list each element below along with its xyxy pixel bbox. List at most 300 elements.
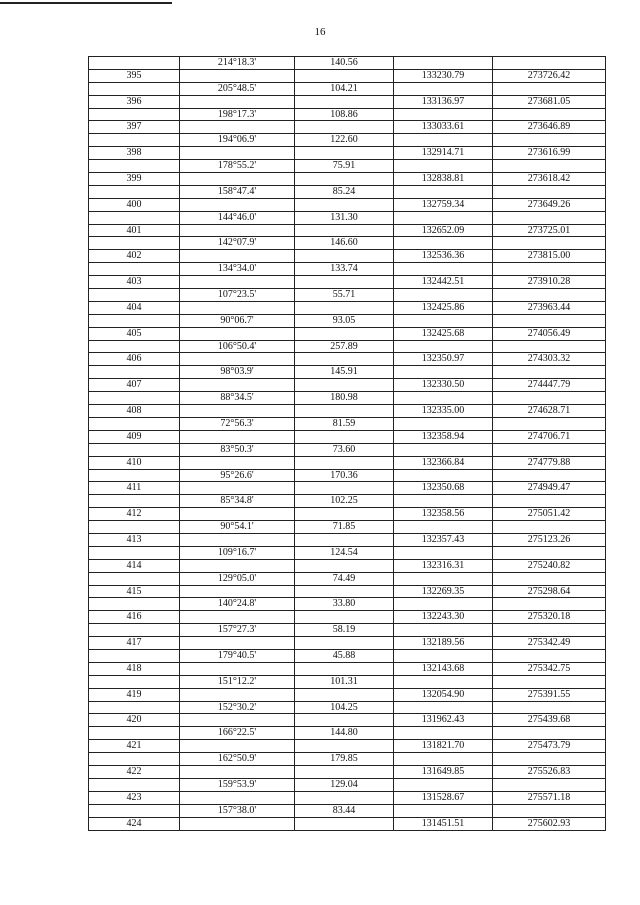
x-cell-blank bbox=[394, 418, 492, 431]
table-row bbox=[89, 57, 606, 831]
angle-cell: 90°54.1' bbox=[180, 521, 294, 534]
distance-cell: 131.30 bbox=[295, 212, 393, 225]
point-cell: 410 bbox=[89, 457, 179, 470]
angle-cell: 90°06.7' bbox=[180, 315, 294, 328]
x-cell: 132759.34 bbox=[394, 199, 492, 212]
distance-cell: 180.98 bbox=[295, 392, 393, 405]
distance-cell: 101.31 bbox=[295, 676, 393, 689]
point-cell: 411 bbox=[89, 482, 179, 495]
distance-cell-blank bbox=[295, 560, 393, 573]
point-cell: 407 bbox=[89, 379, 179, 392]
y-cell: 273681.05 bbox=[493, 96, 605, 109]
distance-cell-blank bbox=[295, 534, 393, 547]
distance-cell-blank bbox=[295, 792, 393, 805]
x-cell-blank bbox=[394, 521, 492, 534]
angle-cell: 152°30.2' bbox=[180, 702, 294, 715]
angle-cell-blank bbox=[180, 405, 294, 418]
distance-cell-blank bbox=[295, 199, 393, 212]
y-cell-blank bbox=[493, 341, 605, 354]
x-cell: 133230.79 bbox=[394, 70, 492, 83]
angle-cell-blank bbox=[180, 173, 294, 186]
y-cell: 273616.99 bbox=[493, 147, 605, 160]
y-cell-blank bbox=[493, 676, 605, 689]
x-cell-blank bbox=[394, 109, 492, 122]
x-cell: 132914.71 bbox=[394, 147, 492, 160]
distance-cell: 170.36 bbox=[295, 470, 393, 483]
distance-cell: 71.85 bbox=[295, 521, 393, 534]
y-cell: 273646.89 bbox=[493, 121, 605, 134]
y-cell-blank bbox=[493, 263, 605, 276]
y-cell: 275571.18 bbox=[493, 792, 605, 805]
y-cell-blank bbox=[493, 212, 605, 225]
angle-cell: 106°50.4' bbox=[180, 341, 294, 354]
point-cell-blank bbox=[89, 366, 179, 379]
y-cell-blank bbox=[493, 186, 605, 199]
y-cell: 273618.42 bbox=[493, 173, 605, 186]
angle-cell: 151°12.2' bbox=[180, 676, 294, 689]
x-cell-blank bbox=[394, 341, 492, 354]
angle-cell-blank bbox=[180, 199, 294, 212]
point-cell: 404 bbox=[89, 302, 179, 315]
x-cell-blank bbox=[394, 676, 492, 689]
x-cell-blank bbox=[394, 470, 492, 483]
point-cell-blank bbox=[89, 624, 179, 637]
x-cell: 132358.56 bbox=[394, 508, 492, 521]
x-cell-blank bbox=[394, 650, 492, 663]
distance-cell: 179.85 bbox=[295, 753, 393, 766]
distance-cell-blank bbox=[295, 250, 393, 263]
distance-cell-blank bbox=[295, 147, 393, 160]
distance-cell: 73.60 bbox=[295, 444, 393, 457]
y-cell: 274779.88 bbox=[493, 457, 605, 470]
distance-cell: 55.71 bbox=[295, 289, 393, 302]
angle-cell: 109°16.7' bbox=[180, 547, 294, 560]
point-cell-blank bbox=[89, 341, 179, 354]
distance-cell-blank bbox=[295, 818, 393, 831]
x-cell-blank bbox=[394, 573, 492, 586]
x-cell: 132366.84 bbox=[394, 457, 492, 470]
x-cell: 131451.51 bbox=[421, 817, 465, 829]
angle-cell: 205°48.5' bbox=[180, 83, 294, 96]
angle-cell-blank bbox=[180, 560, 294, 573]
angle-cell: 214°18.3' bbox=[180, 57, 294, 70]
point-cell: 399 bbox=[89, 173, 179, 186]
y-cell-blank bbox=[493, 315, 605, 328]
point-cell: 409 bbox=[89, 431, 179, 444]
point-cell: 398 bbox=[89, 147, 179, 160]
y-cell-blank bbox=[493, 83, 605, 96]
x-cell-blank bbox=[394, 57, 492, 70]
point-cell: 416 bbox=[89, 611, 179, 624]
distance-cell-blank bbox=[295, 457, 393, 470]
angle-cell: 144°46.0' bbox=[180, 212, 294, 225]
x-cell-blank bbox=[394, 392, 492, 405]
x-cell: 133136.97 bbox=[394, 96, 492, 109]
point-cell-blank bbox=[89, 727, 179, 740]
point-cell: 423 bbox=[89, 792, 179, 805]
y-cell-blank bbox=[493, 134, 605, 147]
distance-cell: 108.86 bbox=[295, 109, 393, 122]
x-cell-blank bbox=[394, 547, 492, 560]
angle-cell: 157°27.3' bbox=[180, 624, 294, 637]
x-cell-blank bbox=[394, 160, 492, 173]
y-cell: 275391.55 bbox=[493, 689, 605, 702]
y-cell-blank bbox=[493, 289, 605, 302]
point-cell: 396 bbox=[89, 96, 179, 109]
angle-cell-blank bbox=[180, 714, 294, 727]
point-cell-blank bbox=[89, 289, 179, 302]
x-cell-blank bbox=[394, 598, 492, 611]
point-cell-blank bbox=[89, 470, 179, 483]
angle-cell-blank bbox=[180, 508, 294, 521]
distance-cell-blank bbox=[295, 689, 393, 702]
y-cell-blank bbox=[493, 805, 605, 818]
y-cell-blank bbox=[493, 753, 605, 766]
point-cell: 400 bbox=[89, 199, 179, 212]
point-cell-blank bbox=[89, 57, 179, 70]
angle-cell: 179°40.5' bbox=[180, 650, 294, 663]
y-cell-blank bbox=[493, 495, 605, 508]
distance-cell-blank bbox=[295, 663, 393, 676]
y-cell: 273726.42 bbox=[493, 70, 605, 83]
distance-cell-blank bbox=[295, 379, 393, 392]
y-cell-blank bbox=[493, 521, 605, 534]
distance-cell-blank bbox=[295, 508, 393, 521]
y-cell: 273910.28 bbox=[493, 276, 605, 289]
x-cell: 132652.09 bbox=[394, 225, 492, 238]
point-cell: 406 bbox=[89, 353, 179, 366]
x-cell: 132269.35 bbox=[394, 586, 492, 599]
distance-cell: 133.74 bbox=[295, 263, 393, 276]
distance-cell: 75.91 bbox=[295, 160, 393, 173]
x-cell: 132425.68 bbox=[394, 328, 492, 341]
angle-cell-blank bbox=[180, 379, 294, 392]
angle-cell-blank bbox=[180, 121, 294, 134]
angle-cell: 129°05.0' bbox=[180, 573, 294, 586]
angle-cell: 157°38.0' bbox=[180, 805, 294, 818]
y-cell-blank bbox=[493, 470, 605, 483]
x-cell: 132335.00 bbox=[394, 405, 492, 418]
x-cell-blank bbox=[394, 134, 492, 147]
angle-cell-blank bbox=[180, 637, 294, 650]
point-cell-blank bbox=[89, 263, 179, 276]
y-cell-blank bbox=[493, 444, 605, 457]
point-cell-blank bbox=[89, 779, 179, 792]
point-cell-blank bbox=[89, 650, 179, 663]
y-cell: 275439.68 bbox=[493, 714, 605, 727]
boundary-table bbox=[88, 56, 606, 831]
x-cell: 132358.94 bbox=[394, 431, 492, 444]
x-cell-blank bbox=[394, 753, 492, 766]
y-cell-blank bbox=[493, 727, 605, 740]
angle-cell-blank bbox=[180, 276, 294, 289]
distance-cell: 58.19 bbox=[295, 624, 393, 637]
point-cell-blank bbox=[89, 315, 179, 328]
x-cell: 132350.68 bbox=[394, 482, 492, 495]
y-cell-blank bbox=[493, 702, 605, 715]
point-cell: 405 bbox=[89, 328, 179, 341]
x-cell: 132350.97 bbox=[394, 353, 492, 366]
angle-cell-blank bbox=[180, 663, 294, 676]
point-column bbox=[89, 57, 180, 831]
distance-cell: 140.56 bbox=[295, 57, 393, 70]
angle-cell: 83°50.3' bbox=[180, 444, 294, 457]
distance-cell-blank bbox=[295, 740, 393, 753]
distance-cell: 145.91 bbox=[295, 366, 393, 379]
point-cell-blank bbox=[89, 573, 179, 586]
x-cell: 131528.67 bbox=[394, 792, 492, 805]
angle-cell-blank bbox=[180, 250, 294, 263]
distance-cell-blank bbox=[295, 405, 393, 418]
y-cell: 275602.93 bbox=[527, 817, 571, 829]
distance-column bbox=[295, 57, 394, 831]
angle-cell: 162°50.9' bbox=[180, 753, 294, 766]
point-cell: 418 bbox=[89, 663, 179, 676]
y-cell: 275051.42 bbox=[493, 508, 605, 521]
distance-cell: 257.89 bbox=[295, 341, 393, 354]
x-cell: 132189.56 bbox=[394, 637, 492, 650]
y-coordinate-column bbox=[493, 57, 606, 831]
angle-cell: 107°23.5' bbox=[180, 289, 294, 302]
y-cell: 275342.75 bbox=[493, 663, 605, 676]
x-cell: 131962.43 bbox=[394, 714, 492, 727]
point-cell: 395 bbox=[89, 70, 179, 83]
distance-cell-blank bbox=[295, 302, 393, 315]
y-cell-blank bbox=[493, 624, 605, 637]
point-cell-blank bbox=[89, 418, 179, 431]
y-cell: 275298.64 bbox=[493, 586, 605, 599]
x-cell: 132357.43 bbox=[394, 534, 492, 547]
angle-cell: 159°53.9' bbox=[180, 779, 294, 792]
y-cell-blank bbox=[493, 160, 605, 173]
angle-cell-blank bbox=[180, 792, 294, 805]
point-cell: 401 bbox=[89, 225, 179, 238]
point-cell-blank bbox=[89, 495, 179, 508]
x-cell-blank bbox=[394, 186, 492, 199]
y-cell: 273963.44 bbox=[493, 302, 605, 315]
angle-cell-blank bbox=[180, 689, 294, 702]
x-cell: 132838.81 bbox=[394, 173, 492, 186]
point-cell: 419 bbox=[89, 689, 179, 702]
distance-cell: 146.60 bbox=[295, 237, 393, 250]
x-cell-blank bbox=[394, 366, 492, 379]
point-cell-blank bbox=[89, 160, 179, 173]
y-cell: 274706.71 bbox=[493, 431, 605, 444]
angle-cell: 194°06.9' bbox=[180, 134, 294, 147]
x-cell-blank bbox=[394, 444, 492, 457]
x-cell-blank bbox=[394, 779, 492, 792]
angle-cell: 98°03.9' bbox=[180, 366, 294, 379]
y-cell-blank bbox=[493, 779, 605, 792]
angle-cell: 134°34.0' bbox=[180, 263, 294, 276]
distance-cell: 83.44 bbox=[295, 805, 393, 818]
angle-cell-blank bbox=[180, 457, 294, 470]
y-cell: 275342.49 bbox=[493, 637, 605, 650]
angle-cell: 142°07.9' bbox=[180, 237, 294, 250]
distance-cell-blank bbox=[295, 714, 393, 727]
y-cell-blank bbox=[493, 598, 605, 611]
y-cell-blank bbox=[493, 392, 605, 405]
angle-cell: 198°17.3' bbox=[180, 109, 294, 122]
x-cell-blank bbox=[394, 263, 492, 276]
distance-cell-blank bbox=[295, 96, 393, 109]
distance-cell-blank bbox=[295, 173, 393, 186]
distance-cell: 45.88 bbox=[295, 650, 393, 663]
angle-cell: 140°24.8' bbox=[180, 598, 294, 611]
x-cell-blank bbox=[394, 212, 492, 225]
angle-cell-blank bbox=[180, 302, 294, 315]
x-cell-blank bbox=[394, 624, 492, 637]
angle-cell: 85°34.8' bbox=[180, 495, 294, 508]
x-cell: 132330.50 bbox=[394, 379, 492, 392]
distance-cell-blank bbox=[295, 225, 393, 238]
y-cell: 274303.32 bbox=[493, 353, 605, 366]
distance-cell: 33.80 bbox=[295, 598, 393, 611]
point-cell: 424 bbox=[126, 817, 142, 829]
point-cell-blank bbox=[89, 392, 179, 405]
angle-cell-blank bbox=[180, 611, 294, 624]
y-cell-blank bbox=[493, 573, 605, 586]
x-cell: 132316.31 bbox=[394, 560, 492, 573]
distance-cell: 122.60 bbox=[295, 134, 393, 147]
point-cell: 403 bbox=[89, 276, 179, 289]
x-cell-blank bbox=[394, 315, 492, 328]
point-cell-blank bbox=[89, 547, 179, 560]
y-cell: 274447.79 bbox=[493, 379, 605, 392]
distance-cell-blank bbox=[295, 637, 393, 650]
x-cell: 132425.86 bbox=[394, 302, 492, 315]
point-cell: 415 bbox=[89, 586, 179, 599]
x-cell-blank bbox=[394, 237, 492, 250]
angle-cell: 158°47.4' bbox=[180, 186, 294, 199]
point-cell: 422 bbox=[89, 766, 179, 779]
corner-rule bbox=[0, 2, 172, 4]
distance-cell: 93.05 bbox=[295, 315, 393, 328]
angle-cell-blank bbox=[180, 353, 294, 366]
x-cell: 132143.68 bbox=[394, 663, 492, 676]
angle-cell-blank bbox=[180, 431, 294, 444]
distance-cell: 144.80 bbox=[295, 727, 393, 740]
angle-cell-blank bbox=[180, 534, 294, 547]
x-cell-blank bbox=[394, 495, 492, 508]
x-cell-blank bbox=[394, 83, 492, 96]
point-cell-blank bbox=[89, 186, 179, 199]
y-cell-blank bbox=[493, 57, 605, 70]
point-cell: 421 bbox=[89, 740, 179, 753]
angle-column bbox=[180, 57, 295, 831]
angle-cell-blank bbox=[180, 766, 294, 779]
distance-cell: 124.54 bbox=[295, 547, 393, 560]
point-cell: 408 bbox=[89, 405, 179, 418]
angle-cell: 88°34.5' bbox=[180, 392, 294, 405]
y-cell: 273649.26 bbox=[493, 199, 605, 212]
y-cell: 273725.01 bbox=[493, 225, 605, 238]
x-cell-blank bbox=[394, 702, 492, 715]
distance-cell-blank bbox=[295, 276, 393, 289]
point-cell: 412 bbox=[89, 508, 179, 521]
angle-cell: 72°56.3' bbox=[180, 418, 294, 431]
distance-cell: 104.21 bbox=[295, 83, 393, 96]
x-cell-blank bbox=[394, 289, 492, 302]
point-cell-blank bbox=[89, 83, 179, 96]
point-cell-blank bbox=[89, 598, 179, 611]
point-cell-blank bbox=[89, 212, 179, 225]
x-cell: 133033.61 bbox=[394, 121, 492, 134]
angle-cell: 166°22.5' bbox=[180, 727, 294, 740]
x-cell: 131649.85 bbox=[394, 766, 492, 779]
x-cell: 132442.51 bbox=[394, 276, 492, 289]
angle-cell-blank bbox=[180, 586, 294, 599]
point-cell-blank bbox=[89, 134, 179, 147]
angle-cell-blank bbox=[180, 96, 294, 109]
angle-cell: 178°55.2' bbox=[180, 160, 294, 173]
x-cell-blank bbox=[394, 805, 492, 818]
distance-cell-blank bbox=[295, 121, 393, 134]
point-cell-blank bbox=[89, 753, 179, 766]
y-cell-blank bbox=[493, 109, 605, 122]
y-cell-blank bbox=[493, 547, 605, 560]
angle-cell-blank bbox=[180, 225, 294, 238]
angle-cell-blank bbox=[180, 328, 294, 341]
y-cell: 275473.79 bbox=[493, 740, 605, 753]
point-cell-blank bbox=[89, 702, 179, 715]
y-cell: 273815.00 bbox=[493, 250, 605, 263]
distance-cell-blank bbox=[295, 328, 393, 341]
distance-cell: 85.24 bbox=[295, 186, 393, 199]
distance-cell-blank bbox=[295, 586, 393, 599]
y-cell-blank bbox=[493, 418, 605, 431]
x-cell: 132536.36 bbox=[394, 250, 492, 263]
point-cell: 402 bbox=[89, 250, 179, 263]
y-cell-blank bbox=[493, 237, 605, 250]
x-cell-blank bbox=[394, 727, 492, 740]
point-cell-blank bbox=[89, 109, 179, 122]
point-cell: 420 bbox=[89, 714, 179, 727]
y-cell: 275240.82 bbox=[493, 560, 605, 573]
angle-cell-blank bbox=[180, 740, 294, 753]
distance-cell-blank bbox=[295, 70, 393, 83]
point-cell-blank bbox=[89, 676, 179, 689]
point-cell: 397 bbox=[89, 121, 179, 134]
distance-cell-blank bbox=[295, 353, 393, 366]
point-cell-blank bbox=[89, 237, 179, 250]
angle-cell-blank bbox=[180, 818, 294, 831]
x-cell: 132054.90 bbox=[394, 689, 492, 702]
point-cell-blank bbox=[89, 521, 179, 534]
x-cell: 132243.30 bbox=[394, 611, 492, 624]
y-cell-blank bbox=[493, 650, 605, 663]
point-cell: 417 bbox=[89, 637, 179, 650]
angle-cell-blank bbox=[180, 70, 294, 83]
distance-cell: 81.59 bbox=[295, 418, 393, 431]
distance-cell: 104.25 bbox=[295, 702, 393, 715]
angle-cell-blank bbox=[180, 147, 294, 160]
distance-cell-blank bbox=[295, 611, 393, 624]
distance-cell-blank bbox=[295, 431, 393, 444]
x-cell: 131821.70 bbox=[394, 740, 492, 753]
angle-cell-blank bbox=[180, 482, 294, 495]
distance-cell: 102.25 bbox=[295, 495, 393, 508]
point-cell: 414 bbox=[89, 560, 179, 573]
y-cell: 275320.18 bbox=[493, 611, 605, 624]
y-cell: 274628.71 bbox=[493, 405, 605, 418]
angle-cell: 95°26.6' bbox=[180, 470, 294, 483]
distance-cell: 74.49 bbox=[295, 573, 393, 586]
point-cell: 413 bbox=[89, 534, 179, 547]
x-coordinate-column bbox=[394, 57, 493, 831]
y-cell-blank bbox=[493, 366, 605, 379]
point-cell-blank bbox=[89, 444, 179, 457]
